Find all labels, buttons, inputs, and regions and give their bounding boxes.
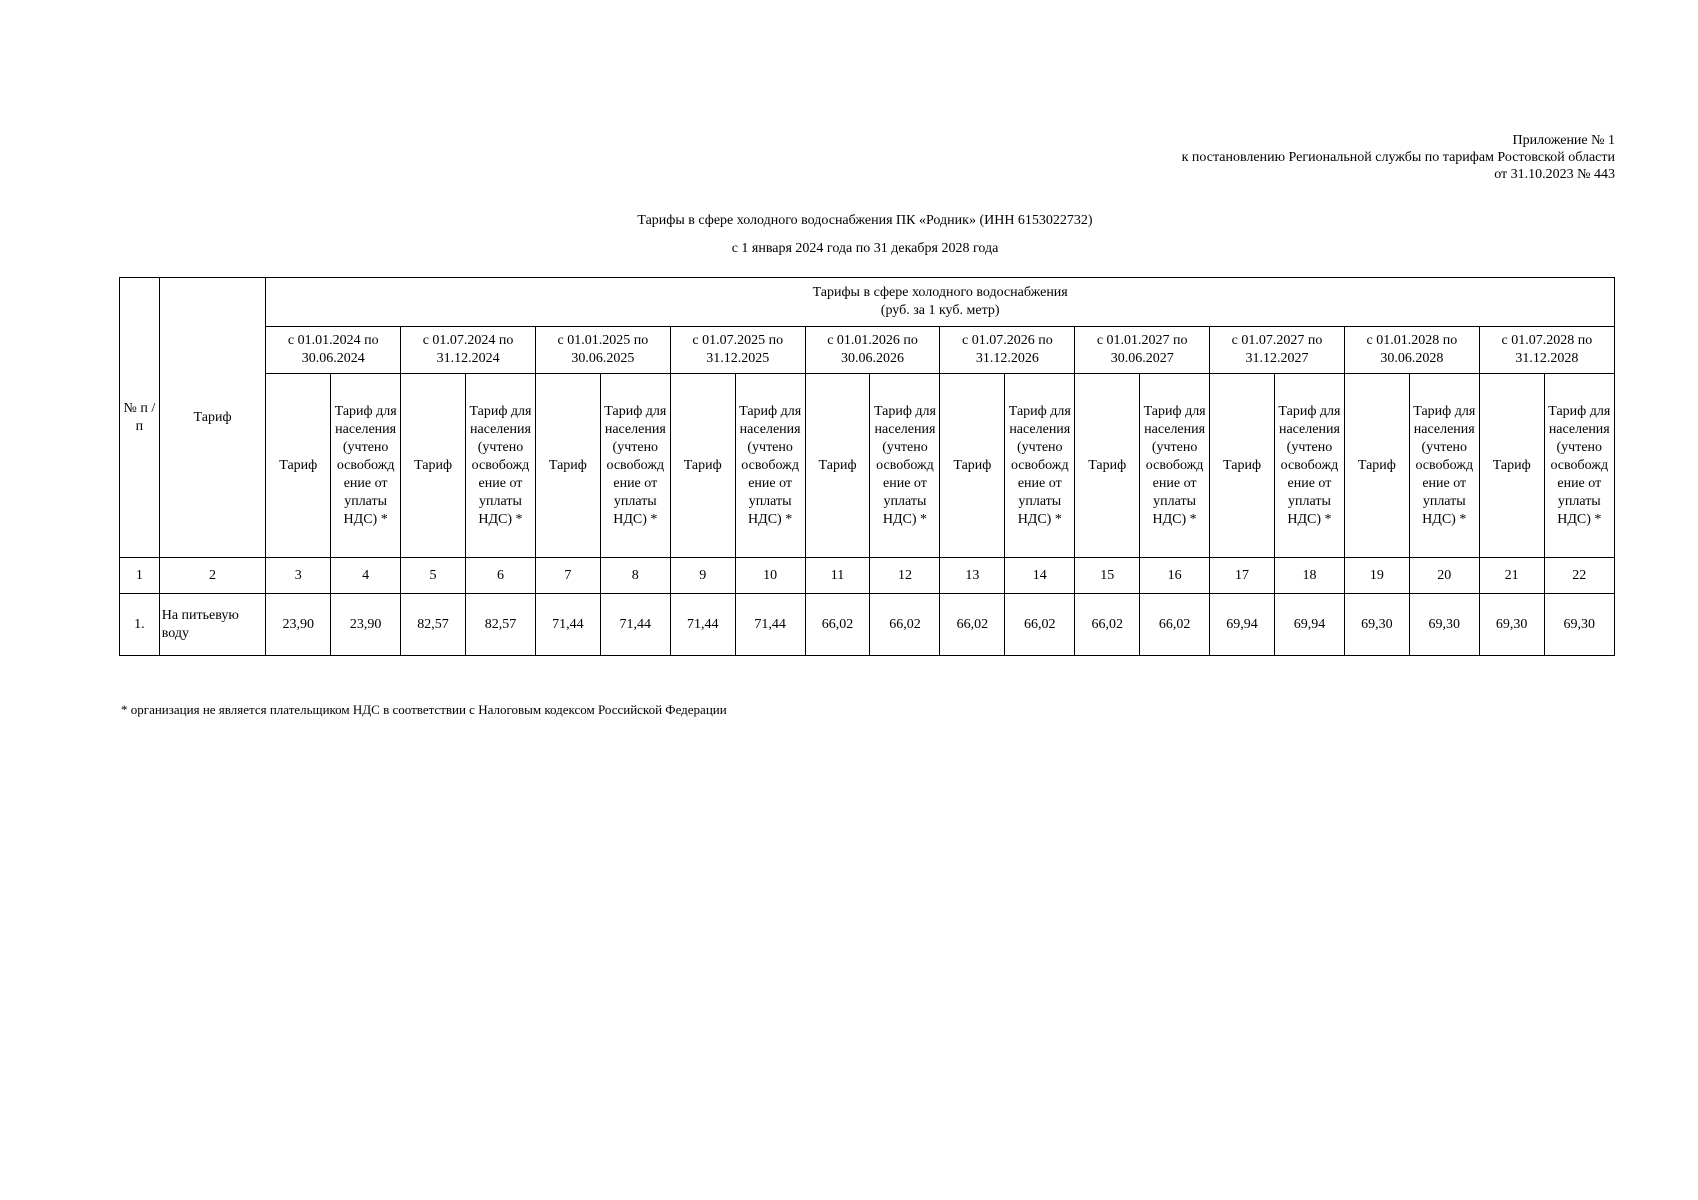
row-value-19: 69,30 (1479, 594, 1544, 656)
row-value-4: 82,57 (465, 594, 535, 656)
column-number-1: 1 (120, 558, 160, 594)
column-number-21: 21 (1479, 558, 1544, 594)
column-number-18: 18 (1274, 558, 1344, 594)
column-number-17: 17 (1210, 558, 1275, 594)
document-title: Тарифы в сфере холодного водоснабжения ПК «Родник» (ИНН 6153022732) (637, 213, 1093, 228)
subheader-tariff-6: Тариф (940, 374, 1005, 558)
row-value-17: 69,30 (1344, 594, 1409, 656)
column-number-11: 11 (805, 558, 870, 594)
row-value-14: 66,02 (1140, 594, 1210, 656)
subheader-population-tariff-3: Тариф для населения (учтено освобожд ение от уплаты НДС) * (600, 374, 670, 558)
row-num: 1. (120, 594, 160, 656)
table-row (120, 594, 1615, 656)
period-header-8: с 01.07.2027 по 31.12.2027 (1210, 327, 1345, 374)
period-header-4: с 01.07.2025 по 31.12.2025 (670, 327, 805, 374)
column-number-22: 22 (1544, 558, 1614, 594)
column-number-10: 10 (735, 558, 805, 594)
document-period: с 1 января 2024 года по 31 декабря 2028 года (731, 241, 999, 256)
period-header-1: с 01.01.2024 по 30.06.2024 (266, 327, 401, 374)
subheader-population-tariff-10: Тариф для населения (учтено освобожд ение от уплаты НДС) * (1544, 374, 1614, 558)
appendix-line-3: от 31.10.2023 № 443 (1494, 167, 1615, 182)
subheader-population-tariff-7: Тариф для населения (учтено освобожд ение от уплаты НДС) * (1140, 374, 1210, 558)
column-number-15: 15 (1075, 558, 1140, 594)
header-row-periods (120, 327, 1615, 374)
subheader-population-tariff-2: Тариф для населения (учтено освобожд ение от уплаты НДС) * (465, 374, 535, 558)
subheader-tariff-4: Тариф (670, 374, 735, 558)
row-value-11: 66,02 (940, 594, 1005, 656)
subheader-population-tariff-9: Тариф для населения (учтено освобожд ение от уплаты НДС) * (1409, 374, 1479, 558)
header-row-subcolumns (120, 374, 1615, 558)
column-number-4: 4 (331, 558, 401, 594)
row-value-15: 69,94 (1210, 594, 1275, 656)
header-group-line-1: Тарифы в сфере холодного водоснабжения (812, 285, 1068, 300)
row-value-18: 69,30 (1409, 594, 1479, 656)
period-header-7: с 01.01.2027 по 30.06.2027 (1075, 327, 1210, 374)
subheader-population-tariff-6: Тариф для населения (учтено освобожд ение от уплаты НДС) * (1005, 374, 1075, 558)
subheader-tariff-5: Тариф (805, 374, 870, 558)
column-number-3: 3 (266, 558, 331, 594)
row-value-10: 66,02 (870, 594, 940, 656)
column-number-5: 5 (401, 558, 466, 594)
period-header-6: с 01.07.2026 по 31.12.2026 (940, 327, 1075, 374)
row-value-12: 66,02 (1005, 594, 1075, 656)
header-group (266, 278, 1615, 327)
column-number-9: 9 (670, 558, 735, 594)
row-value-16: 69,94 (1274, 594, 1344, 656)
period-header-9: с 01.01.2028 по 30.06.2028 (1344, 327, 1479, 374)
period-header-10: с 01.07.2028 по 31.12.2028 (1479, 327, 1614, 374)
row-value-8: 71,44 (735, 594, 805, 656)
period-header-5: с 01.01.2026 по 30.06.2026 (805, 327, 940, 374)
period-header-2: с 01.07.2024 по 31.12.2024 (401, 327, 536, 374)
subheader-tariff-8: Тариф (1210, 374, 1275, 558)
row-value-6: 71,44 (600, 594, 670, 656)
column-number-20: 20 (1409, 558, 1479, 594)
subheader-tariff-9: Тариф (1344, 374, 1409, 558)
column-number-row (120, 558, 1615, 594)
header-tariff: Тариф (159, 278, 266, 558)
row-value-13: 66,02 (1075, 594, 1140, 656)
row-value-3: 82,57 (401, 594, 466, 656)
subheader-population-tariff-4: Тариф для населения (учтено освобожд ение от уплаты НДС) * (735, 374, 805, 558)
header-row-group (120, 278, 1615, 327)
appendix-line-1: Приложение № 1 (1512, 133, 1615, 148)
subheader-tariff-3: Тариф (535, 374, 600, 558)
subheader-tariff-10: Тариф (1479, 374, 1544, 558)
column-number-2: 2 (159, 558, 266, 594)
row-value-7: 71,44 (670, 594, 735, 656)
column-number-13: 13 (940, 558, 1005, 594)
row-value-2: 23,90 (331, 594, 401, 656)
row-value-5: 71,44 (535, 594, 600, 656)
column-number-16: 16 (1140, 558, 1210, 594)
header-group-line-2: (руб. за 1 куб. метр) (880, 303, 1000, 318)
tariff-table (119, 277, 1615, 656)
row-value-20: 69,30 (1544, 594, 1614, 656)
period-header-3: с 01.01.2025 по 30.06.2025 (535, 327, 670, 374)
row-value-9: 66,02 (805, 594, 870, 656)
column-number-6: 6 (465, 558, 535, 594)
row-name: На питьевую воду (159, 594, 266, 656)
row-value-1: 23,90 (266, 594, 331, 656)
appendix-line-2: к постановлению Региональной службы по тарифам Ростовской области (1181, 150, 1615, 165)
footnote: * организация не является плательщиком НДС в соответствии с Налоговым кодексом Российской Федерации (121, 702, 727, 717)
subheader-population-tariff-5: Тариф для населения (учтено освобожд ение от уплаты НДС) * (870, 374, 940, 558)
appendix-block (1182, 132, 1615, 183)
subheader-population-tariff-1: Тариф для населения (учтено освобожд ение от уплаты НДС) * (331, 374, 401, 558)
header-num: № п /п (120, 278, 160, 558)
column-number-12: 12 (870, 558, 940, 594)
subheader-tariff-7: Тариф (1075, 374, 1140, 558)
column-number-7: 7 (535, 558, 600, 594)
column-number-19: 19 (1344, 558, 1409, 594)
subheader-tariff-2: Тариф (401, 374, 466, 558)
column-number-14: 14 (1005, 558, 1075, 594)
subheader-tariff-1: Тариф (266, 374, 331, 558)
column-number-8: 8 (600, 558, 670, 594)
subheader-population-tariff-8: Тариф для населения (учтено освобожд ение от уплаты НДС) * (1274, 374, 1344, 558)
